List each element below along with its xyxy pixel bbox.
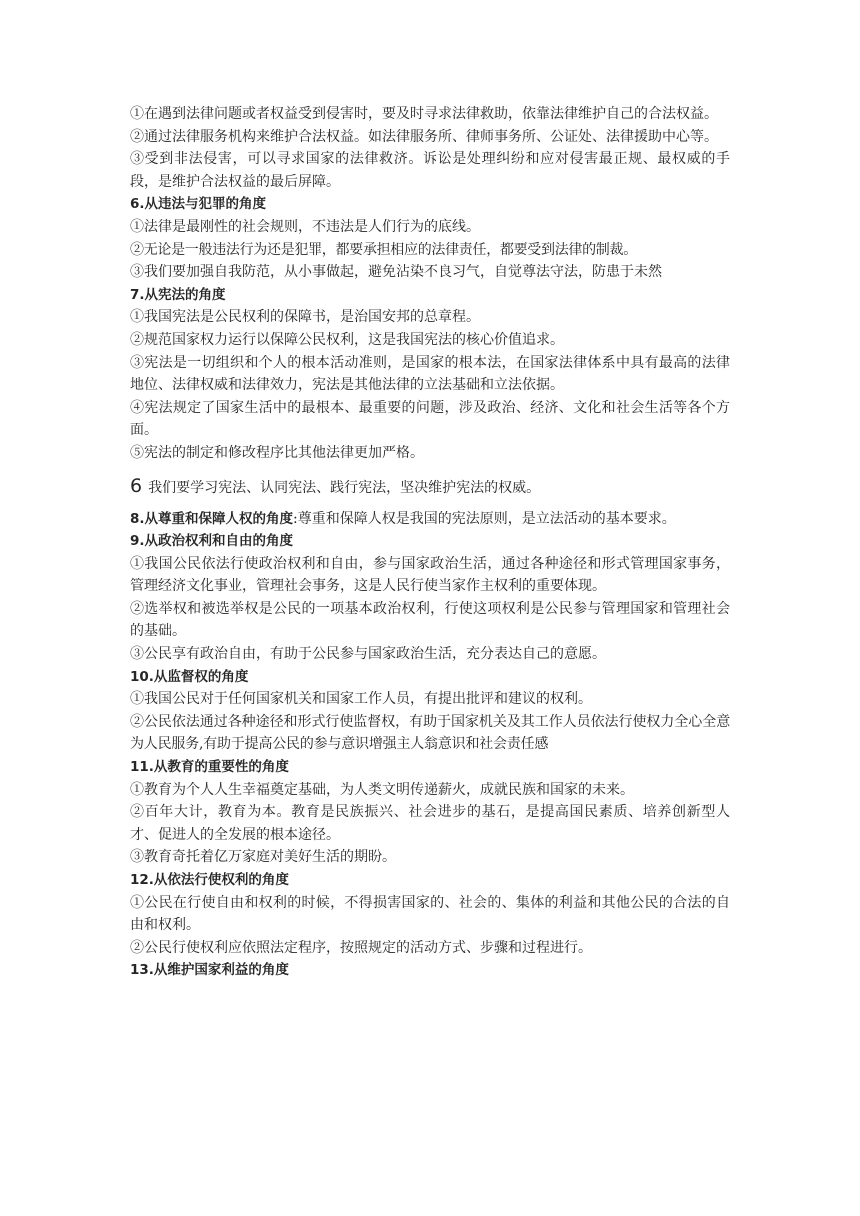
section-heading: 12.从依法行使权利的角度 [130, 872, 289, 888]
section-heading: 7.从宪法的角度 [130, 286, 226, 303]
emphasis-paragraph [130, 474, 730, 500]
section-heading: 10.从监督权的角度 [130, 668, 249, 685]
paragraph: ①法律是最刚性的社会规则，不违法是人们行为的底线。 [130, 218, 480, 235]
section-heading: 11.从教育的重要性的角度 [130, 759, 289, 776]
paragraph [130, 508, 730, 531]
section-heading: 8.从尊重和保障人权的角度 [130, 510, 294, 527]
section-text: :尊重和保障人权是我国的宪法原则，是立法活动的基本要求。 [293, 510, 676, 527]
paragraph: ①我国宪法是公民权利的保障书，是治国安邦的总章程。 [130, 309, 480, 326]
paragraph: ②无论是一般违法行为还是犯罪，都要承担相应的法律责任，都要受到法律的制裁。 [130, 241, 637, 258]
paragraph: ②公民行使权利应依照法定程序，按照规定的活动方式、步骤和过程进行。 [130, 939, 592, 956]
paragraph: ②百年大计，教育为本。教育是民族振兴、社会进步的基石，是提高国民素质、培养创新型人才、促进人的全发展的根本途径。 [130, 804, 730, 843]
emphasis-text: 我们要学习宪法、认同宪法、践行宪法，坚决维护宪法的权威。 [148, 479, 541, 496]
large-number: 6 [130, 474, 143, 497]
paragraph: ②规范国家权力运行以保障公民权利，这是我国宪法的核心价值追求。 [130, 331, 564, 348]
paragraph: ③宪法是一切组织和个人的根本活动准则，是国家的根本法，在国家法律体系中具有最高的法律地位、法律权威和法律效力，宪法是其他法律的立法基础和立法依据。 [130, 354, 730, 394]
section-heading: 9.从政治权利和自由的角度 [130, 533, 294, 550]
paragraph: ①我国公民对于任何国家机关和国家工作人员，有提出批评和建议的权利。 [130, 691, 592, 708]
paragraph: ③公民享有政治自由，有助于公民参与国家政治生活，充分表达自己的意愿。 [130, 646, 606, 663]
section-heading: 13.从维护国家利益的角度 [130, 962, 289, 979]
paragraph: ①在遇到法律问题或者权益受到侵害时，要及时寻求法律救助，依靠法律维护自己的合法权益。 [130, 106, 718, 122]
paragraph: ③教育奇托着亿万家庭对美好生活的期盼。 [130, 849, 396, 866]
paragraph: ①公民在行使自由和权利的时候，不得损害国家的、社会的、集体的利益和其他公民的合法的自由和权利。 [130, 894, 730, 934]
paragraph: ②公民依法通过各种途径和形式行使监督权，有助于国家机关及其工作人员依法行使权力全心全意为人民服务,有助于提高公民的参与意识增强主人翁意识和社会责任感 [130, 713, 730, 753]
paragraph: ③受到非法侵害，可以寻求国家的法律救济。诉讼是处理纠纷和应对侵害最正规、最权威的手段，是维护合法权益的最后屏障。 [130, 151, 730, 190]
paragraph: ②选举权和被选举权是公民的一项基本政治权利，行使这项权利是公民参与管理国家和管理社会的基础。 [130, 600, 730, 640]
paragraph: ④宪法规定了国家生活中的最根本、最重要的问题，涉及政治、经济、文化和社会生活等各个方面。 [130, 399, 730, 439]
document-body [130, 103, 730, 982]
paragraph: ⑤宪法的制定和修改程序比其他法律更加严格。 [130, 444, 424, 461]
paragraph: ①我国公民依法行使政治权利和自由，参与国家政治生活，通过各种途径和形式管理国家事务，管理经济文化事业，管理社会事务，这是人民行使当家作主权利的重要体现。 [130, 555, 730, 595]
paragraph: ②通过法律服务机构来维护合法权益。如法律服务所、律师事务所、公证处、法律援助中心等。 [130, 128, 718, 145]
paragraph: ③我们要加强自我防范，从小事做起，避免沾染不良习气，自觉尊法守法，防患于未然 [130, 264, 662, 281]
paragraph: ①教育为个人人生幸福奠定基础，为人类文明传递薪火，成就民族和国家的未来。 [130, 781, 634, 798]
section-heading: 6.从违法与犯罪的角度 [130, 196, 267, 213]
